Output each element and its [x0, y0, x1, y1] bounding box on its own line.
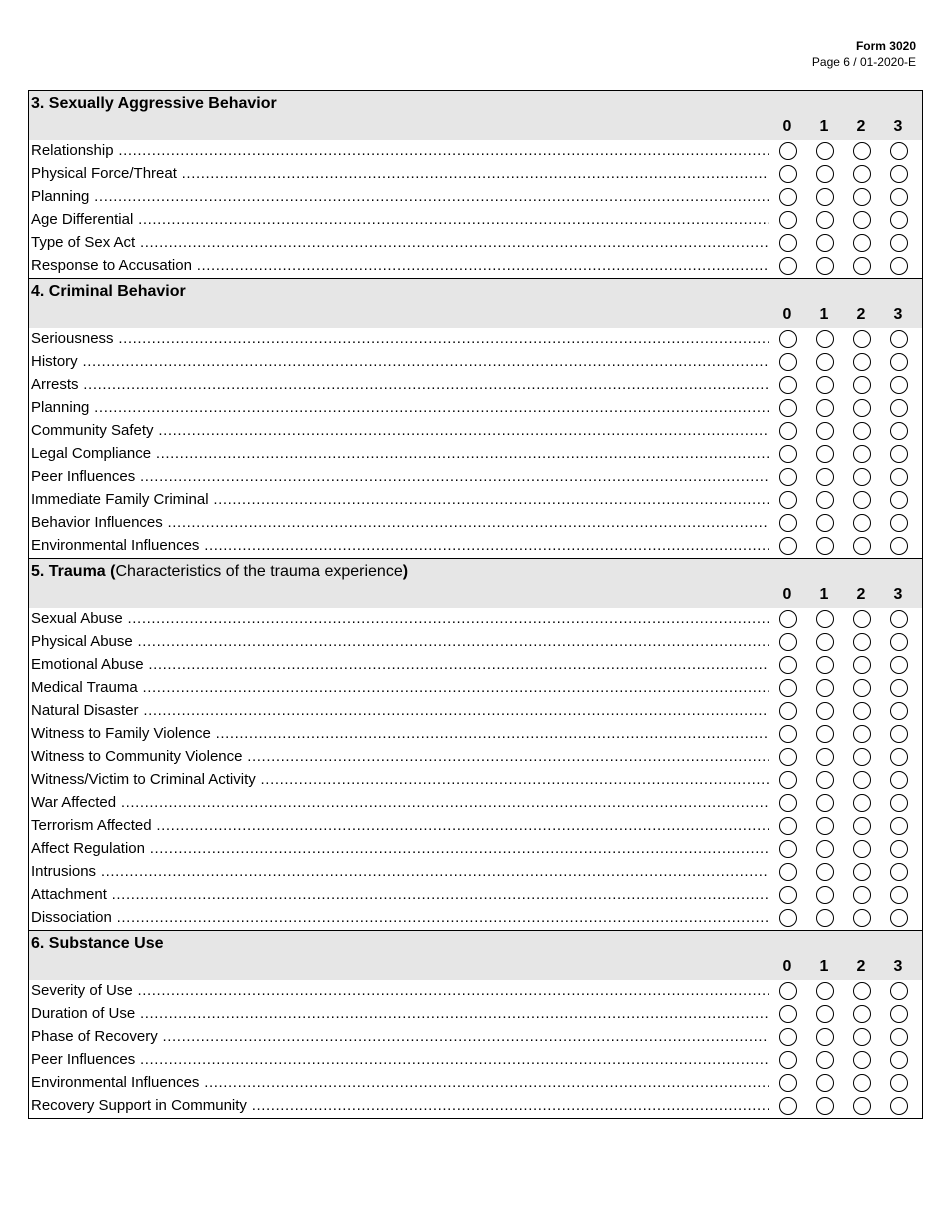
score-radio-2[interactable] — [853, 702, 871, 720]
item-label: War Affected ..... — [31, 792, 769, 813]
score-radio-0[interactable] — [779, 376, 797, 394]
score-radio-3[interactable] — [890, 537, 908, 555]
item-row — [29, 209, 922, 232]
item-label: Medical Trauma ..... — [31, 677, 769, 698]
score-radio-2[interactable] — [853, 422, 871, 440]
score-radio-2[interactable] — [853, 656, 871, 674]
score-radio-1[interactable] — [816, 679, 834, 697]
score-radio-1[interactable] — [816, 468, 834, 486]
score-radio-3[interactable] — [890, 1074, 908, 1092]
score-label-1: 1 — [819, 958, 829, 975]
score-radio-0[interactable] — [779, 909, 797, 927]
form-header — [812, 38, 916, 70]
score-label-0: 0 — [782, 958, 792, 975]
item-label: Attachment ..... — [31, 884, 769, 905]
item-label: Environmental Influences ..... — [31, 1072, 769, 1093]
page-info: Page 6 / 01-2020-E — [811, 55, 916, 69]
score-radio-0[interactable] — [779, 1074, 797, 1092]
score-label-1: 1 — [819, 306, 829, 323]
score-radio-2[interactable] — [853, 1028, 871, 1046]
score-radio-3[interactable] — [890, 656, 908, 674]
score-radio-2[interactable] — [853, 234, 871, 252]
score-label-3: 3 — [893, 586, 903, 603]
score-radio-2[interactable] — [853, 1005, 871, 1023]
score-radio-2[interactable] — [853, 982, 871, 1000]
item-row — [29, 232, 922, 255]
score-radio-1[interactable] — [816, 1028, 834, 1046]
item-row — [29, 1095, 922, 1118]
score-radio-1[interactable] — [816, 445, 834, 463]
score-radio-2[interactable] — [853, 909, 871, 927]
score-radio-2[interactable] — [853, 514, 871, 532]
score-radio-2[interactable] — [853, 142, 871, 160]
score-radio-3[interactable] — [890, 679, 908, 697]
item-label: Duration of Use ..... — [31, 1003, 769, 1024]
score-radio-3[interactable] — [890, 725, 908, 743]
section-header — [29, 559, 922, 608]
score-radio-1[interactable] — [816, 422, 834, 440]
score-radio-0[interactable] — [779, 234, 797, 252]
score-radio-0[interactable] — [779, 188, 797, 206]
score-radio-2[interactable] — [853, 610, 871, 628]
score-radio-2[interactable] — [853, 1097, 871, 1115]
score-radio-2[interactable] — [853, 257, 871, 275]
score-radio-1[interactable] — [816, 330, 834, 348]
item-row — [29, 769, 922, 792]
item-label: Planning ..... — [31, 397, 769, 418]
item-label: Legal Compliance ..... — [31, 443, 769, 464]
score-radio-3[interactable] — [890, 794, 908, 812]
score-radio-3[interactable] — [890, 399, 908, 417]
item-label: Dissociation ..... — [31, 907, 769, 928]
score-radio-3[interactable] — [890, 982, 908, 1000]
score-label-0: 0 — [782, 306, 792, 323]
score-label-1: 1 — [819, 586, 829, 603]
section-title — [31, 94, 277, 114]
score-radio-2[interactable] — [853, 863, 871, 881]
item-row — [29, 489, 922, 512]
score-radio-2[interactable] — [853, 211, 871, 229]
score-radio-2[interactable] — [853, 1051, 871, 1069]
score-radio-0[interactable] — [779, 1028, 797, 1046]
item-label: Physical Force/Threat ..... — [31, 163, 769, 184]
score-label-3: 3 — [893, 958, 903, 975]
score-radio-3[interactable] — [890, 840, 908, 858]
section-4 — [29, 278, 922, 558]
score-radio-1[interactable] — [816, 725, 834, 743]
score-label-0: 0 — [782, 118, 792, 135]
score-radio-0[interactable] — [779, 982, 797, 1000]
score-radio-0[interactable] — [779, 1005, 797, 1023]
item-label: Natural Disaster ..... — [31, 700, 769, 721]
score-radio-2[interactable] — [853, 468, 871, 486]
item-row — [29, 815, 922, 838]
score-radio-0[interactable] — [779, 353, 797, 371]
score-radio-3[interactable] — [890, 376, 908, 394]
score-radio-0[interactable] — [779, 1051, 797, 1069]
item-row — [29, 654, 922, 677]
score-radio-0[interactable] — [779, 748, 797, 766]
score-radio-2[interactable] — [853, 840, 871, 858]
item-row — [29, 443, 922, 466]
score-radio-3[interactable] — [890, 468, 908, 486]
item-row — [29, 907, 922, 930]
score-radio-1[interactable] — [816, 514, 834, 532]
section-title-text: 5. Trauma ( — [31, 563, 116, 580]
score-radio-0[interactable] — [779, 211, 797, 229]
item-row — [29, 723, 922, 746]
score-radio-2[interactable] — [853, 817, 871, 835]
item-row — [29, 374, 922, 397]
item-label: Environmental Influences ..... — [31, 535, 769, 556]
item-label: Witness to Community Violence ..... — [31, 746, 769, 767]
score-radio-3[interactable] — [890, 165, 908, 183]
item-label: History ..... — [31, 351, 769, 372]
item-row — [29, 512, 922, 535]
score-radio-2[interactable] — [853, 794, 871, 812]
section-title — [31, 562, 408, 582]
item-label: Relationship ..... — [31, 140, 769, 161]
score-radio-3[interactable] — [890, 610, 908, 628]
item-row — [29, 884, 922, 907]
score-radio-3[interactable] — [890, 771, 908, 789]
score-radio-0[interactable] — [779, 445, 797, 463]
score-radio-1[interactable] — [816, 1051, 834, 1069]
score-radio-3[interactable] — [890, 211, 908, 229]
score-radio-2[interactable] — [853, 491, 871, 509]
score-radio-3[interactable] — [890, 748, 908, 766]
item-label: Planning ..... — [31, 186, 769, 207]
item-label: Severity of Use ..... — [31, 980, 769, 1001]
item-row — [29, 466, 922, 489]
score-radio-3[interactable] — [890, 330, 908, 348]
item-row — [29, 351, 922, 374]
score-radio-2[interactable] — [853, 353, 871, 371]
score-radio-1[interactable] — [816, 188, 834, 206]
item-label: Peer Influences ..... — [31, 466, 769, 487]
score-radio-0[interactable] — [779, 840, 797, 858]
item-label: Community Safety ..... — [31, 420, 769, 441]
score-radio-1[interactable] — [816, 817, 834, 835]
score-radio-3[interactable] — [890, 909, 908, 927]
item-row — [29, 328, 922, 351]
score-radio-0[interactable] — [779, 1097, 797, 1115]
score-radio-1[interactable] — [816, 771, 834, 789]
item-row — [29, 677, 922, 700]
score-radio-2[interactable] — [853, 399, 871, 417]
item-row — [29, 838, 922, 861]
score-radio-3[interactable] — [890, 886, 908, 904]
score-radio-0[interactable] — [779, 725, 797, 743]
item-row — [29, 861, 922, 884]
item-label: Phase of Recovery ..... — [31, 1026, 769, 1047]
score-radio-0[interactable] — [779, 257, 797, 275]
item-label: Recovery Support in Community ..... — [31, 1095, 769, 1116]
score-radio-0[interactable] — [779, 817, 797, 835]
item-label: Emotional Abuse ..... — [31, 654, 769, 675]
score-radio-0[interactable] — [779, 422, 797, 440]
section-header — [29, 279, 922, 328]
section-title-text: 3. Sexually Aggressive Behavior — [31, 95, 277, 112]
item-row — [29, 1072, 922, 1095]
item-row — [29, 163, 922, 186]
score-radio-0[interactable] — [779, 514, 797, 532]
section-header — [29, 931, 922, 980]
score-radio-0[interactable] — [779, 165, 797, 183]
score-radio-2[interactable] — [853, 633, 871, 651]
item-label: Arrests ..... — [31, 374, 769, 395]
section-title-end: ) — [402, 563, 409, 580]
score-radio-1[interactable] — [816, 633, 834, 651]
score-radio-3[interactable] — [890, 422, 908, 440]
score-radio-1[interactable] — [816, 909, 834, 927]
score-radio-0[interactable] — [779, 863, 797, 881]
item-label: Seriousness ..... — [31, 328, 769, 349]
section-title — [31, 934, 164, 954]
score-radio-1[interactable] — [816, 656, 834, 674]
item-label: Behavior Influences ..... — [31, 512, 769, 533]
section-header — [29, 91, 922, 140]
score-radio-1[interactable] — [816, 537, 834, 555]
score-radio-1[interactable] — [816, 234, 834, 252]
item-row — [29, 1003, 922, 1026]
score-radio-2[interactable] — [853, 748, 871, 766]
item-label: Intrusions ..... — [31, 861, 769, 882]
score-radio-3[interactable] — [890, 1028, 908, 1046]
score-radio-1[interactable] — [816, 257, 834, 275]
score-radio-3[interactable] — [890, 817, 908, 835]
score-radio-1[interactable] — [816, 353, 834, 371]
score-radio-3[interactable] — [890, 633, 908, 651]
item-row — [29, 420, 922, 443]
score-radio-0[interactable] — [779, 537, 797, 555]
score-label-2: 2 — [856, 958, 866, 975]
score-radio-0[interactable] — [779, 771, 797, 789]
item-row — [29, 255, 922, 278]
item-label: Affect Regulation ..... — [31, 838, 769, 859]
score-label-2: 2 — [856, 586, 866, 603]
score-header — [775, 957, 923, 977]
score-radio-0[interactable] — [779, 679, 797, 697]
item-label: Sexual Abuse ..... — [31, 608, 769, 629]
score-radio-1[interactable] — [816, 142, 834, 160]
score-radio-1[interactable] — [816, 748, 834, 766]
score-radio-1[interactable] — [816, 165, 834, 183]
score-radio-3[interactable] — [890, 142, 908, 160]
item-label: Physical Abuse ..... — [31, 631, 769, 652]
score-radio-2[interactable] — [853, 1074, 871, 1092]
section-title-suffix: Characteristics of the trauma experience — [115, 563, 403, 580]
section-3 — [29, 91, 922, 278]
item-row — [29, 631, 922, 654]
item-label: Witness/Victim to Criminal Activity ..... — [31, 769, 769, 790]
item-label: Age Differential ..... — [31, 209, 769, 230]
score-radio-1[interactable] — [816, 840, 834, 858]
score-radio-1[interactable] — [816, 982, 834, 1000]
item-row — [29, 535, 922, 558]
item-label: Immediate Family Criminal ..... — [31, 489, 769, 510]
item-label: Witness to Family Violence ..... — [31, 723, 769, 744]
item-label: Terrorism Affected ..... — [31, 815, 769, 836]
score-radio-1[interactable] — [816, 1074, 834, 1092]
item-row — [29, 140, 922, 163]
score-radio-2[interactable] — [853, 771, 871, 789]
score-header — [775, 305, 923, 325]
score-label-2: 2 — [856, 306, 866, 323]
score-radio-2[interactable] — [853, 445, 871, 463]
score-label-1: 1 — [819, 118, 829, 135]
score-radio-3[interactable] — [890, 234, 908, 252]
section-5 — [29, 558, 922, 930]
score-header — [775, 585, 923, 605]
score-radio-1[interactable] — [816, 1097, 834, 1115]
score-radio-2[interactable] — [853, 537, 871, 555]
item-row — [29, 700, 922, 723]
score-label-3: 3 — [893, 118, 903, 135]
score-radio-2[interactable] — [853, 188, 871, 206]
score-label-2: 2 — [856, 118, 866, 135]
item-row — [29, 980, 922, 1003]
score-radio-3[interactable] — [890, 1005, 908, 1023]
score-radio-0[interactable] — [779, 468, 797, 486]
item-label: Type of Sex Act ..... — [31, 232, 769, 253]
section-title — [31, 282, 186, 302]
score-radio-1[interactable] — [816, 1005, 834, 1023]
score-radio-0[interactable] — [779, 142, 797, 160]
score-radio-0[interactable] — [779, 702, 797, 720]
score-radio-0[interactable] — [779, 656, 797, 674]
score-radio-1[interactable] — [816, 863, 834, 881]
score-radio-0[interactable] — [779, 399, 797, 417]
score-radio-3[interactable] — [890, 445, 908, 463]
score-radio-3[interactable] — [890, 514, 908, 532]
score-radio-3[interactable] — [890, 188, 908, 206]
score-radio-1[interactable] — [816, 376, 834, 394]
score-label-0: 0 — [782, 586, 792, 603]
item-row — [29, 746, 922, 769]
score-radio-3[interactable] — [890, 863, 908, 881]
assessment-form — [28, 90, 923, 1119]
item-row — [29, 1026, 922, 1049]
score-radio-0[interactable] — [779, 794, 797, 812]
item-row — [29, 608, 922, 631]
score-radio-2[interactable] — [853, 165, 871, 183]
form-number: Form 3020 — [855, 39, 916, 53]
item-row — [29, 1049, 922, 1072]
score-radio-3[interactable] — [890, 1051, 908, 1069]
score-radio-2[interactable] — [853, 376, 871, 394]
item-label: Peer Influences ..... — [31, 1049, 769, 1070]
score-radio-0[interactable] — [779, 491, 797, 509]
item-label: Response to Accusation ..... — [31, 255, 769, 276]
item-row — [29, 792, 922, 815]
item-row — [29, 186, 922, 209]
score-radio-1[interactable] — [816, 610, 834, 628]
score-radio-2[interactable] — [853, 679, 871, 697]
section-6 — [29, 930, 922, 1118]
score-radio-0[interactable] — [779, 633, 797, 651]
score-radio-1[interactable] — [816, 211, 834, 229]
score-radio-2[interactable] — [853, 725, 871, 743]
score-radio-1[interactable] — [816, 399, 834, 417]
score-header — [775, 117, 923, 137]
score-label-3: 3 — [893, 306, 903, 323]
section-title-text: 6. Substance Use — [31, 935, 164, 952]
score-radio-3[interactable] — [890, 353, 908, 371]
score-radio-0[interactable] — [779, 886, 797, 904]
score-radio-3[interactable] — [890, 1097, 908, 1115]
score-radio-1[interactable] — [816, 886, 834, 904]
score-radio-3[interactable] — [890, 702, 908, 720]
score-radio-3[interactable] — [890, 491, 908, 509]
score-radio-3[interactable] — [890, 257, 908, 275]
score-radio-2[interactable] — [853, 886, 871, 904]
score-radio-1[interactable] — [816, 794, 834, 812]
score-radio-2[interactable] — [853, 330, 871, 348]
item-row — [29, 397, 922, 420]
section-title-text: 4. Criminal Behavior — [31, 283, 186, 300]
score-radio-0[interactable] — [779, 330, 797, 348]
score-radio-1[interactable] — [816, 702, 834, 720]
score-radio-0[interactable] — [779, 610, 797, 628]
score-radio-1[interactable] — [816, 491, 834, 509]
